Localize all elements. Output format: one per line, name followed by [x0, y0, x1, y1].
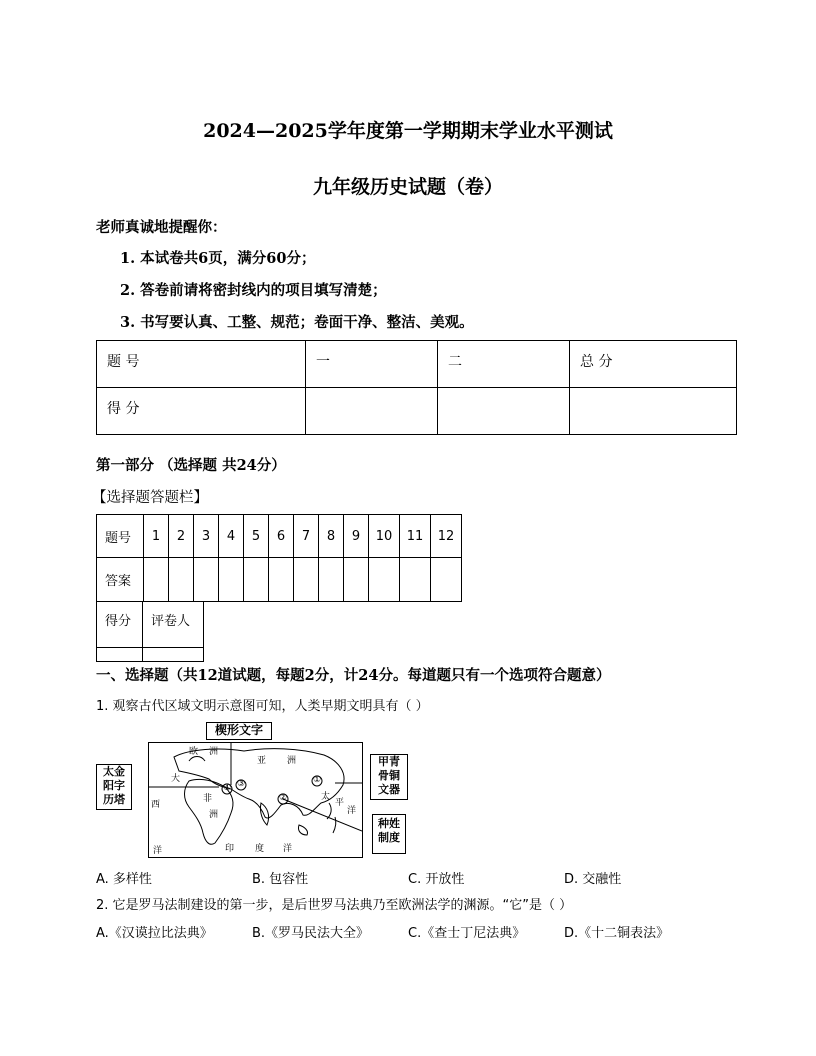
map-site-3: ③	[237, 779, 246, 789]
notice-heading: 老师真诚地提醒你：	[96, 219, 227, 236]
map-label-pacific-1: 太	[321, 792, 331, 802]
answer-number-cell: 11	[400, 515, 431, 558]
grader-name-label: 评卷人	[143, 602, 204, 648]
answer-input-cell[interactable]	[369, 558, 400, 602]
map-frame	[148, 742, 363, 858]
callout-caste-system: 种姓 制度	[372, 814, 406, 854]
callout-cuneiform: 楔形文字	[206, 722, 272, 740]
map-label-europe-2: 洲	[209, 747, 219, 757]
map-site-1: ①	[313, 775, 322, 785]
score-header-part1: 一	[306, 341, 438, 388]
score-header-part2: 二	[438, 341, 570, 388]
answer-number-cell: 8	[319, 515, 344, 558]
map-label-atlantic-1: 大	[171, 774, 181, 784]
answer-input-cell[interactable]	[400, 558, 431, 602]
q1-option-a[interactable]: A. 多样性	[96, 872, 152, 887]
answer-row-label-number: 题号	[97, 515, 144, 558]
answer-input-cell[interactable]	[219, 558, 244, 602]
map-label-pacific-2: 平	[335, 798, 345, 808]
map-label-asia-2: 洲	[287, 756, 297, 766]
map-label-indian-2: 度	[255, 844, 265, 854]
callout-oracle-bronze: 甲青 骨铜 文器	[370, 754, 408, 800]
q2-option-c[interactable]: C.《查士丁尼法典》	[408, 926, 526, 941]
answer-number-cell: 7	[294, 515, 319, 558]
answer-row-label-answer: 答案	[97, 558, 144, 602]
score-cell[interactable]	[306, 388, 438, 435]
answer-number-cell: 10	[369, 515, 400, 558]
world-map-sketch	[149, 743, 362, 857]
answer-input-cell[interactable]	[194, 558, 219, 602]
answer-input-cell[interactable]	[144, 558, 169, 602]
score-header-label: 题 号	[97, 341, 306, 388]
question-2-stem: 2. 它是罗马法制建设的第一步，是后世罗马法典乃至欧洲法学的渊源。“它”是（ ）	[96, 898, 573, 913]
ancient-civilizations-map	[96, 720, 408, 858]
score-row-label: 得 分	[97, 388, 306, 435]
answer-number-cell: 6	[269, 515, 294, 558]
notice-item: 2. 答卷前请将密封线内的项目填写清楚；	[120, 282, 387, 299]
map-label-africa-1: 非	[203, 794, 213, 804]
score-header-total: 总 分	[570, 341, 737, 388]
grader-score-cell[interactable]	[97, 648, 143, 662]
map-label-asia-1: 亚	[257, 756, 267, 766]
grader-table	[96, 601, 204, 662]
callout-calendar-pyramids: 太金 阳字 历塔	[96, 764, 132, 810]
answer-input-cell[interactable]	[344, 558, 369, 602]
exam-subtitle: 九年级历史试题（卷）	[312, 176, 503, 198]
answer-input-cell[interactable]	[269, 558, 294, 602]
map-site-2: ②	[279, 793, 288, 803]
map-label-europe-1: 欧	[189, 747, 199, 757]
notice-item: 1. 本试卷共6页，满分60分；	[120, 250, 316, 267]
answer-number-cell: 5	[244, 515, 269, 558]
score-cell[interactable]	[438, 388, 570, 435]
exam-title: 2024—2025学年度第一学期期末学业水平测试	[203, 120, 613, 142]
answer-number-cell: 4	[219, 515, 244, 558]
answer-input-cell[interactable]	[294, 558, 319, 602]
answer-input-cell[interactable]	[319, 558, 344, 602]
q1-option-d[interactable]: D. 交融性	[564, 872, 622, 887]
section1-title: 一、选择题（共12道试题，每题2分，计24分。每道题只有一个选项符合题意）	[96, 667, 611, 684]
answer-number-cell: 2	[169, 515, 194, 558]
q1-option-b[interactable]: B. 包容性	[252, 872, 309, 887]
map-label-africa-2: 洲	[209, 810, 219, 820]
question-1-stem: 1. 观察古代区域文明示意图可知，人类早期文明具有（ ）	[96, 699, 429, 714]
map-site-4: ④	[223, 783, 232, 793]
score-table	[96, 340, 737, 435]
answer-bar-label: 【选择题答题栏】	[92, 490, 208, 506]
grader-score-label: 得分	[97, 602, 143, 648]
answer-number-cell: 12	[431, 515, 462, 558]
map-label-indian-1: 印	[225, 844, 235, 854]
q2-option-d[interactable]: D.《十二铜表法》	[564, 926, 670, 941]
map-label-atlantic-3: 洋	[153, 846, 163, 856]
answer-input-cell[interactable]	[244, 558, 269, 602]
answer-number-cell: 3	[194, 515, 219, 558]
map-label-pacific-3: 洋	[347, 806, 357, 816]
answer-number-cell: 1	[144, 515, 169, 558]
score-cell[interactable]	[570, 388, 737, 435]
q1-option-c[interactable]: C. 开放性	[408, 872, 465, 887]
notice-item: 3. 书写要认真、工整、规范；卷面干净、整洁、美观。	[120, 314, 474, 331]
map-label-atlantic-2: 西	[151, 800, 161, 810]
q2-option-b[interactable]: B.《罗马民法大全》	[252, 926, 370, 941]
part1-title: 第一部分 （选择题 共24分）	[96, 457, 286, 474]
answer-number-cell: 9	[344, 515, 369, 558]
answer-input-cell[interactable]	[169, 558, 194, 602]
map-label-indian-3: 洋	[283, 844, 293, 854]
answer-input-cell[interactable]	[431, 558, 462, 602]
q2-option-a[interactable]: A.《汉谟拉比法典》	[96, 926, 213, 941]
grader-name-cell[interactable]	[143, 648, 204, 662]
answer-table	[96, 514, 462, 602]
